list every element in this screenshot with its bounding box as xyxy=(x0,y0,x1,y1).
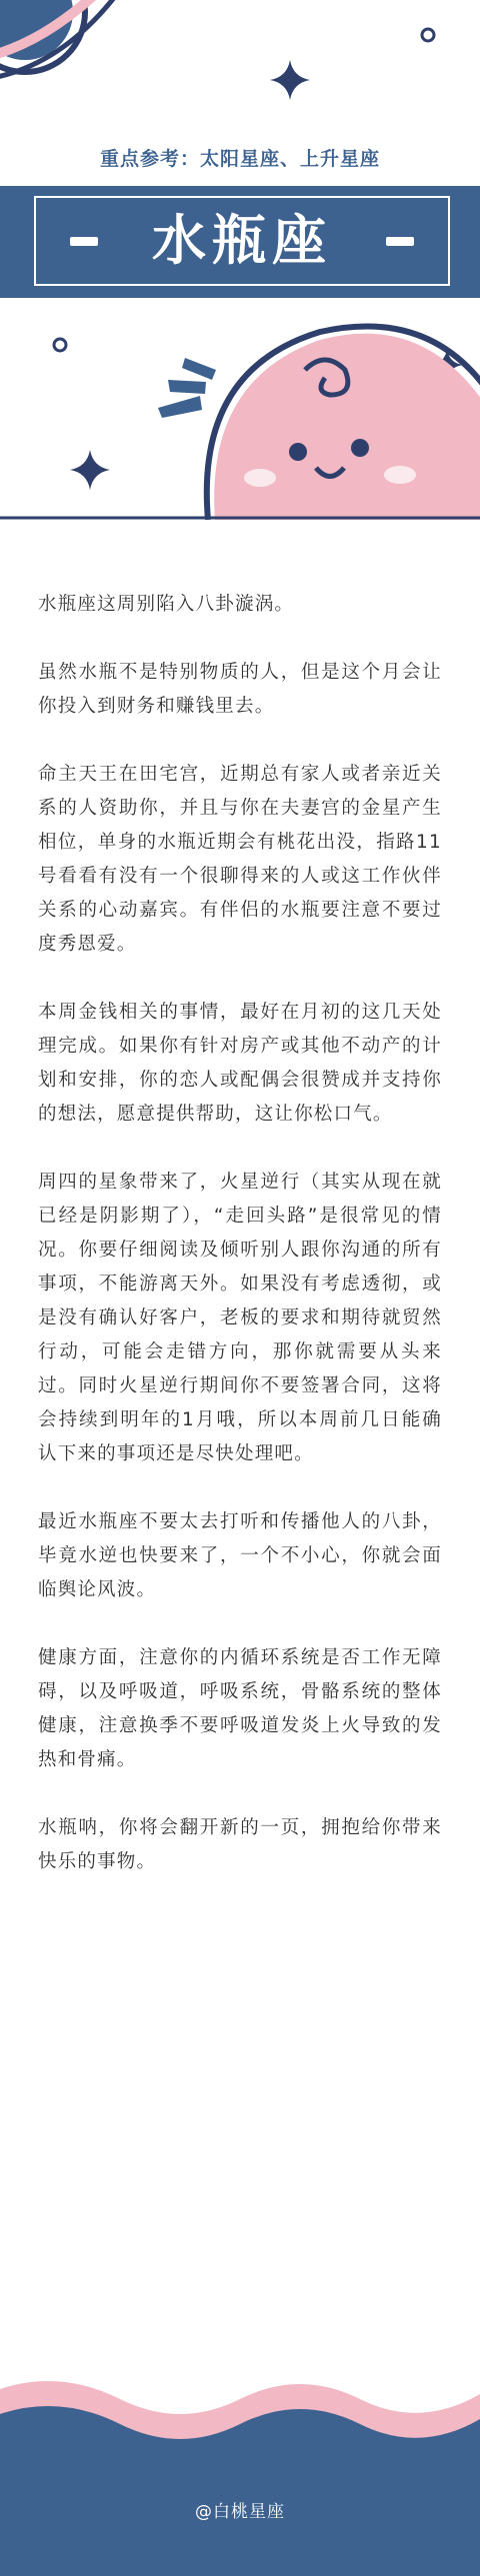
dot-icon xyxy=(422,29,434,41)
header-decoration xyxy=(0,0,480,145)
page-title: 水瓶座 xyxy=(152,209,332,272)
paragraph: 最近水瓶座不要太去打听和传播他人的八卦，毕竟水逆也快要来了，一个不小心，你就会面临舆论风波。 xyxy=(38,1511,442,1600)
sun-rays-icon xyxy=(158,358,216,418)
paragraph: 命主天王在田宅宫，近期总有家人或者亲近关系的人资助你，并且与你在夫妻宫的金星产生相位，单身的水瓶近期会有桃花出没，指路11号看看有没有一个很聊得来的人或这工作伙伴关系的心动嘉宾。有伴侣的水瓶要注意不要过度秀恩爱。 xyxy=(38,764,442,955)
sparkle-icon xyxy=(270,60,310,100)
right-dash-icon xyxy=(386,237,414,246)
paragraph: 周四的星象带来了，火星逆行（其实从现在就已经是阴影期了），“走回头路”是很常见的情况。你要仔细阅读及倾听别人跟你沟通的所有事项，不能游离天外。如果没有考虑透彻，或是没有确认好客户，老板的要求和期待就贸然行动，可能会走错方向，那你就需要从头来过。同时火星逆行期间你不要签署合同，这将会持续到明年的1月哦，所以本周前几日能确认下来的事项还是尽快处理吧。 xyxy=(38,1172,442,1464)
title-banner xyxy=(0,186,480,298)
paragraph: 水瓶呐，你将会翻开新的一页，拥抱给你带来快乐的事物。 xyxy=(38,1817,442,1872)
planet-icon xyxy=(0,0,120,80)
paragraph: 本周金钱相关的事情，最好在月初的这几天处理完成。如果你有针对房产或其他不动产的计划和安排，你的恋人或配偶会很赞成并支持你的想法，愿意提供帮助，这让你松口气。 xyxy=(38,1002,442,1125)
footer-waves xyxy=(0,2369,480,2576)
sparkle-icon xyxy=(70,450,110,490)
paragraph: 健康方面，注意你的内循环系统是否工作无障碍，以及呼吸道，呼吸系统，骨骼系统的整体健康，注意换季不要呼吸道发炎上火导致的发热和骨痛。 xyxy=(38,1647,442,1770)
title-frame xyxy=(34,196,450,286)
mascot-illustration xyxy=(0,300,480,520)
smiling-face-icon xyxy=(207,326,480,520)
footer-credit: @白桃星座 xyxy=(195,2502,285,2522)
paragraph: 虽然水瓶不是特别物质的人，但是这个月会让你投入到财务和赚钱里去。 xyxy=(38,662,442,717)
dot-icon xyxy=(54,339,66,351)
page-subtitle: 重点参考：太阳星座、上升星座 xyxy=(99,148,380,170)
article-body xyxy=(38,588,442,1913)
paragraph: 水瓶座这周别陷入八卦漩涡。 xyxy=(38,594,295,615)
